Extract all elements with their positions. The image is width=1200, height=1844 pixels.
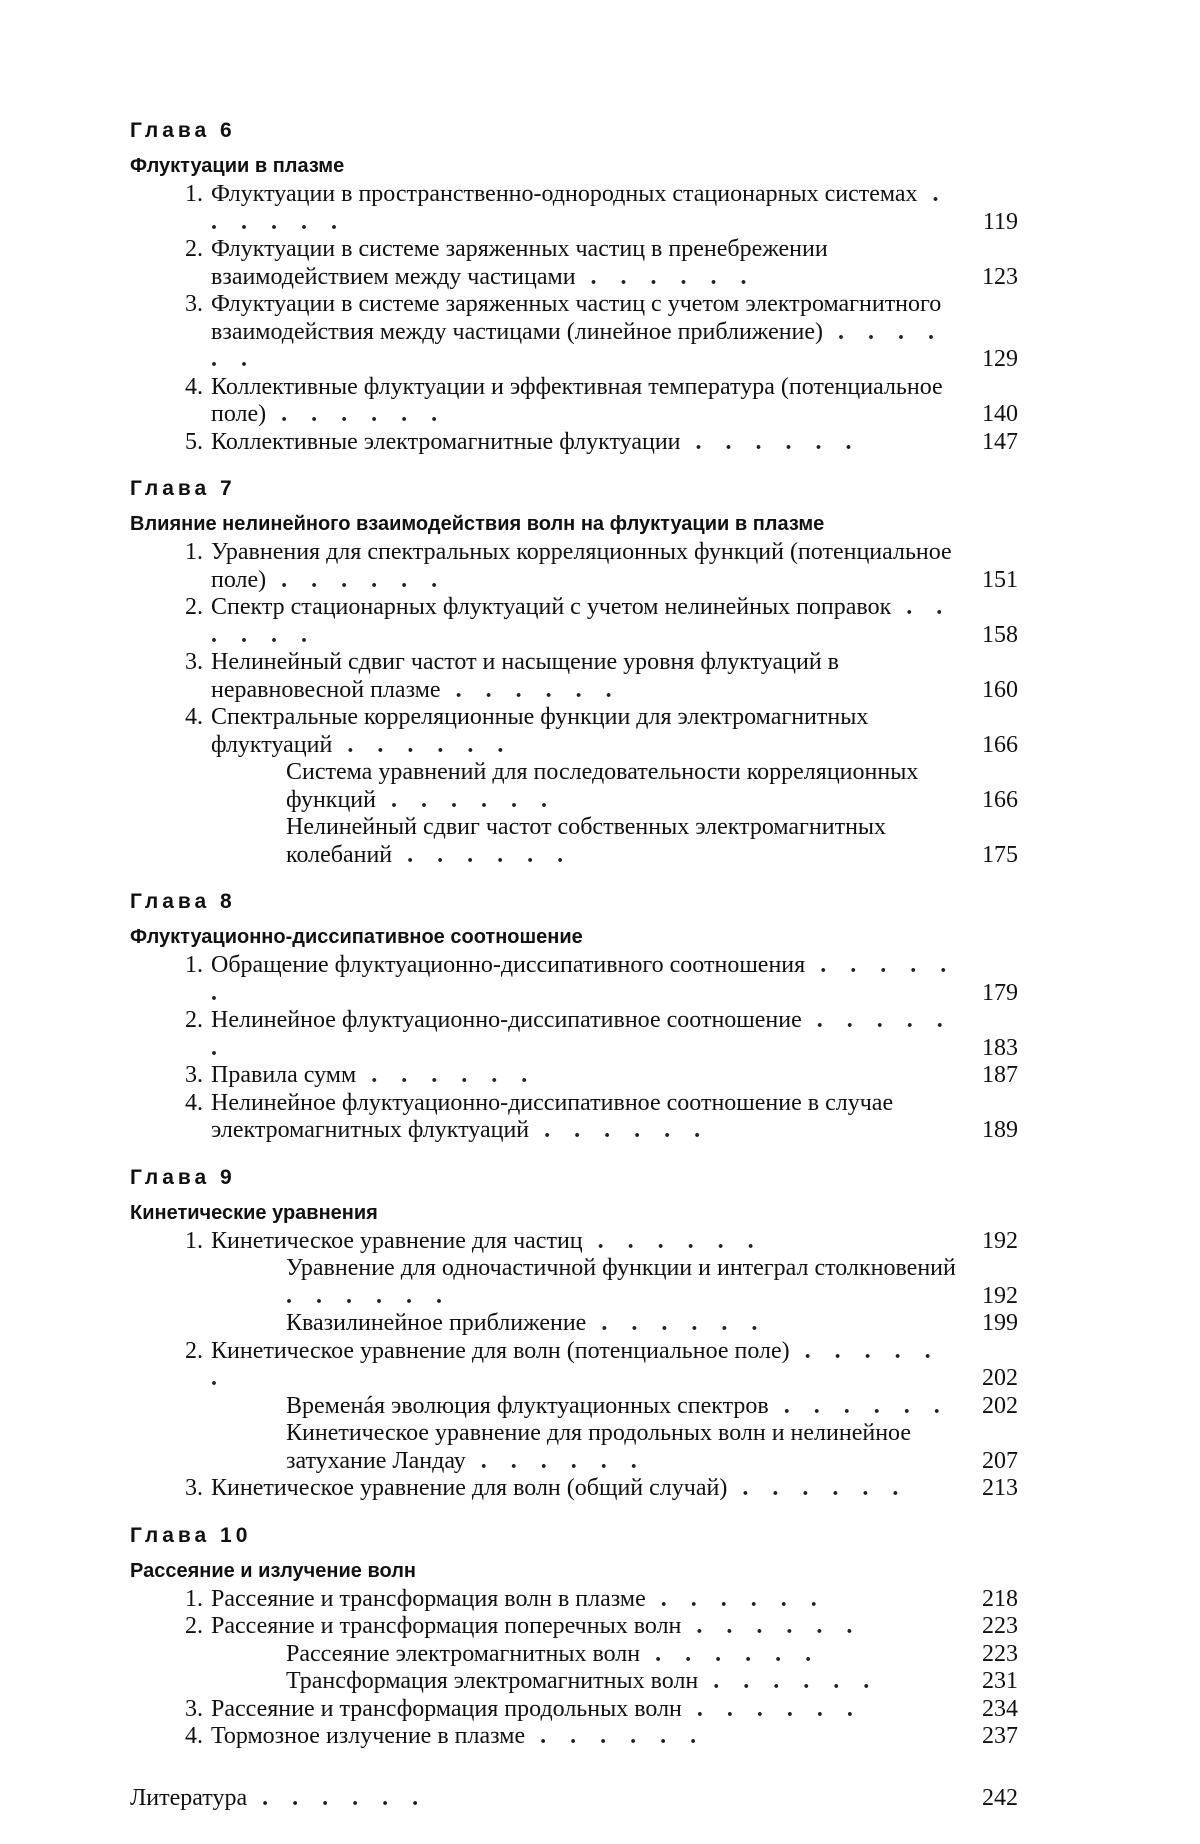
- entry-title: Кинетическое уравнение для продольных волн и нелинейное затухание Ландау: [286, 1420, 911, 1474]
- entry-title: Нелинейный сдвиг частот собственных электромагнитных колебаний: [286, 814, 887, 868]
- entry-title: Временáя эволюция флуктуационных спектров: [286, 1392, 769, 1419]
- dot-leader: . . . . . .: [332, 731, 513, 758]
- page-number: 189: [982, 1117, 1018, 1143]
- entry-number: 1.: [185, 1585, 203, 1612]
- page-number: 207: [982, 1447, 1018, 1474]
- toc-entry[interactable]: [130, 1696, 1018, 1724]
- entry-number: 2.: [185, 1613, 203, 1639]
- entry-number: 3.: [185, 1695, 203, 1722]
- dot-leader: . . . . . .: [681, 1613, 862, 1639]
- entry-number: [130, 1310, 211, 1338]
- dot-leader: . . . . . .: [768, 1392, 949, 1419]
- toc-entry[interactable]: [130, 1062, 1018, 1090]
- page-number: 223: [982, 1613, 1018, 1639]
- toc-entry[interactable]: [130, 1090, 1018, 1145]
- entry-title: Трансформация электромагнитных волн: [286, 1668, 699, 1694]
- page-number: 199: [982, 1310, 1018, 1336]
- chapter-title: Флуктуации в плазме: [130, 155, 345, 177]
- page-number: 192: [982, 1282, 1018, 1309]
- entry-number: 4.: [185, 373, 203, 400]
- entry-title: Флуктуации в пространственно-однородных стационарных системах: [211, 181, 918, 207]
- chapter-label: Глава 8: [130, 890, 236, 913]
- entry-title: Рассеяние электромагнитных волн: [286, 1640, 641, 1667]
- chapter-label: Глава 9: [130, 1165, 236, 1189]
- page-number: 160: [982, 676, 1018, 703]
- entry-title: Обращение флуктуационно-диссипативного соотношения: [211, 952, 806, 978]
- page-number: 202: [982, 1392, 1018, 1419]
- page-number: 158: [982, 621, 1018, 648]
- entry-number: 1.: [185, 952, 203, 978]
- toc-subentry[interactable]: [130, 1420, 1018, 1475]
- toc-subentry[interactable]: [130, 1641, 1018, 1669]
- dot-leader: . . . . . .: [529, 1117, 710, 1143]
- entry-title: Коллективные флуктуации и эффективная температура (потенциальное поле): [211, 373, 943, 427]
- toc-entry[interactable]: [130, 236, 1018, 291]
- toc-entry[interactable]: [130, 649, 1018, 704]
- dot-leader: . . . . . .: [440, 676, 621, 703]
- page-number: 234: [982, 1695, 1018, 1722]
- page-number: 242: [982, 1784, 1018, 1811]
- entry-number: 3.: [185, 1062, 203, 1088]
- toc-entry[interactable]: [130, 594, 1018, 649]
- toc-entry[interactable]: [130, 1007, 1018, 1062]
- page-number: 231: [982, 1668, 1018, 1694]
- entry-title: Кинетическое уравнение для волн (общий случай): [211, 1475, 728, 1501]
- table-of-contents: [130, 118, 1018, 1812]
- entry-number: [130, 1255, 211, 1310]
- dot-leader: . . . . . .: [465, 1447, 646, 1474]
- entry-number: [130, 1668, 211, 1696]
- page-number: 119: [982, 208, 1018, 235]
- entry-title: Рассеяние и трансформация волн в плазме: [211, 1585, 646, 1612]
- page-number: 187: [982, 1062, 1018, 1088]
- entry-number: 1.: [185, 181, 203, 207]
- dot-leader: . . . . . .: [640, 1640, 821, 1667]
- entry-title: Рассеяние и трансформация поперечных волн: [211, 1613, 682, 1639]
- chapter-label: Глава 10: [130, 1523, 252, 1547]
- entry-number: 2.: [185, 236, 203, 262]
- page-number: 179: [982, 979, 1018, 1006]
- toc-entry[interactable]: [130, 539, 1018, 594]
- entry-title: Спектральные корреляционные функции для электромагнитных флуктуаций: [211, 704, 869, 758]
- dot-leader: . . . . . .: [247, 1784, 428, 1811]
- entry-number: [130, 1641, 211, 1669]
- entry-title: Рассеяние и трансформация продольных волн: [211, 1695, 682, 1722]
- dot-leader: . . . . . .: [211, 1007, 952, 1061]
- toc-entry[interactable]: [130, 291, 1018, 374]
- toc-entry[interactable]: [130, 429, 1018, 457]
- entry-title: Нелинейный сдвиг частот и насыщение уровня флуктуаций в неравновесной плазме: [211, 649, 840, 703]
- entry-title: Спектр стационарных флуктуаций с учетом нелинейных поправок: [211, 594, 892, 620]
- toc-entry[interactable]: [130, 181, 1018, 236]
- page-number: 192: [982, 1227, 1018, 1254]
- dot-leader: . . . . . .: [266, 566, 447, 593]
- toc-entry[interactable]: [130, 704, 1018, 759]
- page-number: 166: [982, 786, 1018, 813]
- toc-subentry[interactable]: [130, 814, 1018, 869]
- dot-leader: . . . . . .: [645, 1585, 826, 1612]
- page-number: 123: [982, 263, 1018, 290]
- entry-number: 2.: [185, 1337, 203, 1364]
- dot-leader: . . . . . .: [525, 1723, 706, 1749]
- dot-leader: . . . . . .: [356, 1062, 537, 1088]
- entry-title: Нелинейное флуктуационно-диссипативное соотношение: [211, 1007, 802, 1033]
- page-number: 183: [982, 1034, 1018, 1061]
- entry-title: Флуктуации в системе заряженных частиц с учетом электромагнитного взаимодействия между частицами (линейное приближение): [211, 291, 942, 345]
- page-number: 147: [982, 428, 1018, 455]
- page-number: 166: [982, 731, 1018, 758]
- page-number: 218: [982, 1585, 1018, 1612]
- entry-number: 2.: [185, 1007, 203, 1033]
- entry-number: 4.: [185, 704, 203, 730]
- entry-number: 3.: [185, 649, 203, 675]
- chapter-title: Рассеяние и излучение волн: [130, 1559, 417, 1582]
- entry-title: Правила сумм: [211, 1062, 357, 1088]
- toc-entry[interactable]: [130, 1475, 1018, 1503]
- toc-entry[interactable]: [130, 1723, 1018, 1751]
- page-number: 151: [982, 566, 1018, 593]
- entry-title: Тормозное излучение в плазме: [211, 1723, 526, 1749]
- entry-title: Кинетическое уравнение для волн (потенциальное поле): [211, 1337, 790, 1364]
- dot-leader: . . . . . .: [681, 1695, 862, 1722]
- dot-leader: . . . . . .: [586, 1310, 767, 1336]
- page-number: 213: [982, 1475, 1018, 1501]
- dot-leader: . . . . . .: [376, 786, 556, 813]
- entry-number: [130, 814, 211, 869]
- page-number: 223: [982, 1640, 1018, 1667]
- entry-title: Коллективные электромагнитные флуктуации: [211, 428, 681, 455]
- toc-subentry[interactable]: [130, 1668, 1018, 1696]
- dot-leader: . . . . . .: [211, 1337, 940, 1391]
- entry-number: 2.: [185, 594, 203, 620]
- references-entry[interactable]: [130, 1785, 1018, 1813]
- toc-entry[interactable]: [130, 1338, 1018, 1393]
- entry-title: Кинетическое уравнение для частиц: [211, 1227, 583, 1254]
- page-number: 202: [982, 1365, 1018, 1391]
- page-number: 237: [982, 1723, 1018, 1749]
- toc-entry[interactable]: [130, 1228, 1018, 1256]
- entry-title: Квазилинейное приближение: [286, 1310, 587, 1336]
- entry-title: Литература: [130, 1784, 248, 1811]
- entry-number: 1.: [185, 539, 203, 565]
- entry-number: 4.: [185, 1089, 203, 1116]
- entry-number: [130, 759, 211, 814]
- entry-title: Система уравнений для последовательности корреляционных функций: [286, 759, 919, 813]
- chapter-title: Влияние нелинейного взаимодействия волн на флуктуации в плазме: [130, 513, 825, 535]
- entry-number: [130, 1420, 211, 1475]
- page-number: 175: [982, 841, 1018, 868]
- entry-number: 5.: [185, 428, 203, 455]
- entry-number: 4.: [185, 1723, 203, 1749]
- toc-subentry[interactable]: [130, 1393, 1018, 1421]
- entry-number: [130, 1393, 211, 1421]
- chapter-title: Флуктуационно-диссипативное соотношение: [130, 926, 583, 948]
- toc-entry[interactable]: [130, 952, 1018, 1007]
- toc-subentry[interactable]: [130, 1255, 1018, 1310]
- entry-number: 1.: [185, 1227, 203, 1254]
- dot-leader: . . . . . .: [680, 428, 861, 455]
- dot-leader: . . . . . .: [727, 1475, 908, 1501]
- dot-leader: . . . . . .: [392, 841, 573, 868]
- dot-leader: . . . . . .: [286, 1282, 451, 1309]
- chapter-title: Кинетические уравнения: [130, 1201, 378, 1224]
- dot-leader: . . . . . .: [211, 181, 948, 235]
- entry-number: 3.: [185, 1475, 203, 1501]
- toc-entry[interactable]: [130, 374, 1018, 429]
- entry-title: Нелинейное флуктуационно-диссипативное соотношение в случае электромагнитных флуктуаций: [211, 1089, 894, 1143]
- dot-leader: . . . . . .: [211, 318, 944, 372]
- dot-leader: . . . . . .: [266, 401, 447, 427]
- dot-leader: . . . . . .: [698, 1668, 879, 1694]
- entry-number: 3.: [185, 291, 203, 317]
- page-number: 140: [982, 401, 1018, 427]
- entry-title: Уравнения для спектральных корреляционных функций (потенциальное поле): [211, 539, 952, 593]
- dot-leader: . . . . . .: [211, 952, 956, 1006]
- toc-entry[interactable]: [130, 1586, 1018, 1614]
- dot-leader: . . . . . .: [582, 1227, 763, 1254]
- toc-entry[interactable]: [130, 1613, 1018, 1641]
- chapter-label: Глава 7: [130, 477, 236, 500]
- page-number: 129: [982, 346, 1018, 372]
- entry-title: Флуктуации в системе заряженных частиц в пренебрежении взаимодействием между частицами: [211, 236, 828, 290]
- toc-subentry[interactable]: [130, 1310, 1018, 1338]
- toc-subentry[interactable]: [130, 759, 1018, 814]
- dot-leader: . . . . . .: [575, 263, 756, 290]
- entry-title: Уравнение для одночастичной функции и интеграл столкновений: [286, 1255, 956, 1281]
- dot-leader: . . . . . .: [211, 594, 952, 648]
- chapter-label: Глава 6: [130, 119, 236, 142]
